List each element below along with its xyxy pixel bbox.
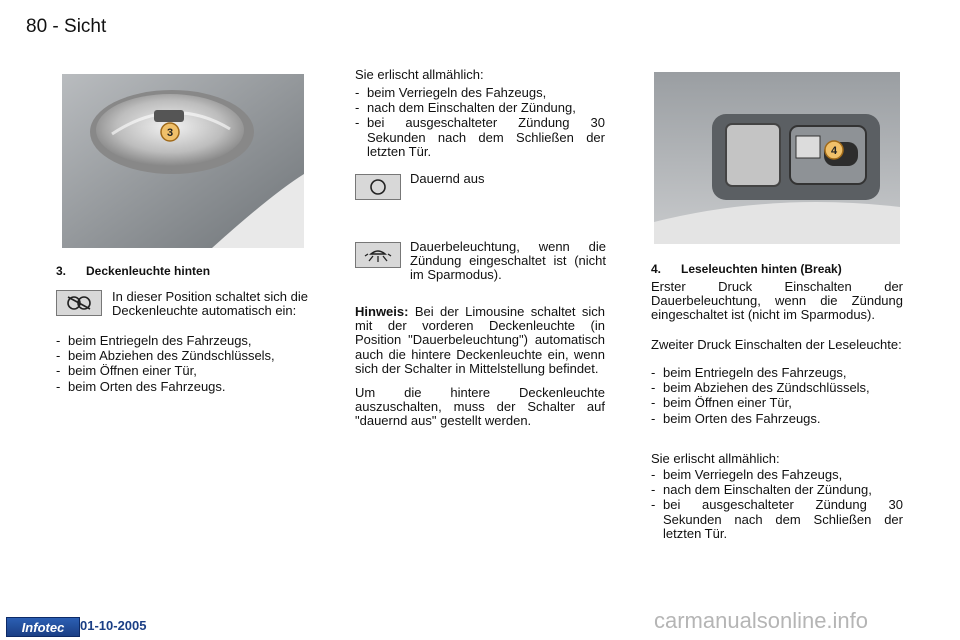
list-item: - beim Orten des Fahrzeugs. [651,412,903,426]
door-mode-description: In dieser Position schaltet sich die Deckenleuchte automatisch ein: [112,289,308,319]
list-item: - beim Abziehen des Zündschlüssels, [56,349,308,363]
lamp-on-symbol-icon [364,246,392,264]
switch-permanent-icon [355,242,401,268]
switch-off-icon [355,174,401,200]
section-4-heading [651,262,911,276]
list-item: - beim Verriegeln des Fahzeugs, [651,468,903,482]
callout-4: 4 [830,145,838,157]
list-item: - beim Verriegeln des Fahzeugs, [355,86,605,100]
ceiling-light-photo [62,74,304,248]
note-text: Bei der Limousine schaltet sich mit der vorderen Deckenleuchte (in Position "Dauerbeleuchtung") automatisch auch die hintere Deckenleuchte ein, wenn sich der Schalter in Mittelstellung befindet. [355,304,605,376]
list-item: - beim Öffnen einer Tür, [56,364,308,378]
list-item: - beim Abziehen des Zündschlüssels, [651,381,903,395]
reading-light-illustration [654,72,900,244]
ceiling-light-door-switch-icon [56,290,102,316]
fade-intro: Sie erlischt allmählich: [355,67,484,82]
list-item: - nach dem Einschalten der Zündung, [651,483,903,497]
note-label: Hinweis: [355,304,409,319]
section-3-number: 3. [56,264,67,278]
left-bullet-list [56,334,308,395]
second-press-paragraph: Zweiter Druck Einschalten der Leseleuchte: [651,337,902,352]
reading-light-photo [654,72,900,244]
right-bullet-list [651,366,903,427]
section-3-title: Deckenleuchte hinten [86,264,211,278]
right-fade-bullet-list [651,468,903,542]
right-fade-intro: Sie erlischt allmählich: [651,451,780,466]
door-mode-symbol-icon [64,294,94,312]
footer-date: 01-10-2005 [80,618,147,633]
page-title: 80 - Sicht [26,16,107,37]
note-paragraph-2: Um die hintere Deckenleuchte auszuschalten, muss der Schalter auf "dauernd aus" gestellt werden. [355,385,605,429]
list-item: - beim Entriegeln des Fahrzeugs, [56,334,308,348]
section-3-heading [56,264,316,278]
list-item: - beim Öffnen einer Tür, [651,396,903,410]
circle-off-symbol-icon [367,178,389,196]
infotec-logo: Infotec [6,617,80,637]
watermark: carmanualsonline.info [654,608,869,633]
off-label: Dauernd aus [410,171,485,186]
list-item: - bei ausgeschalteter Zündung 30 Sekunden nach dem Schließen der letzten Tür. [355,116,605,159]
list-item: - beim Entriegeln des Fahrzeugs, [651,366,903,380]
ceiling-light-illustration [62,74,304,248]
callout-3: 3 [166,127,174,139]
note-paragraph [355,305,605,376]
list-item: - beim Orten des Fahrzeugs. [56,380,308,394]
first-press-paragraph: Erster Druck Einschalten der Dauerbeleuchtung, wenn die Zündung eingeschaltet ist (nicht im Sparmodus). [651,279,903,323]
fade-bullet-list [355,86,605,160]
list-item: - nach dem Einschalten der Zündung, [355,101,605,115]
list-item: - bei ausgeschalteter Zündung 30 Sekunden nach dem Schließen der letzten Tür. [651,498,903,541]
section-4-number: 4. [651,262,662,276]
permanent-label: Dauerbeleuchtung, wenn die Zündung eingeschaltet ist (nicht im Sparmodus). [410,239,606,283]
section-4-title: Leseleuchten hinten (Break) [681,262,842,276]
